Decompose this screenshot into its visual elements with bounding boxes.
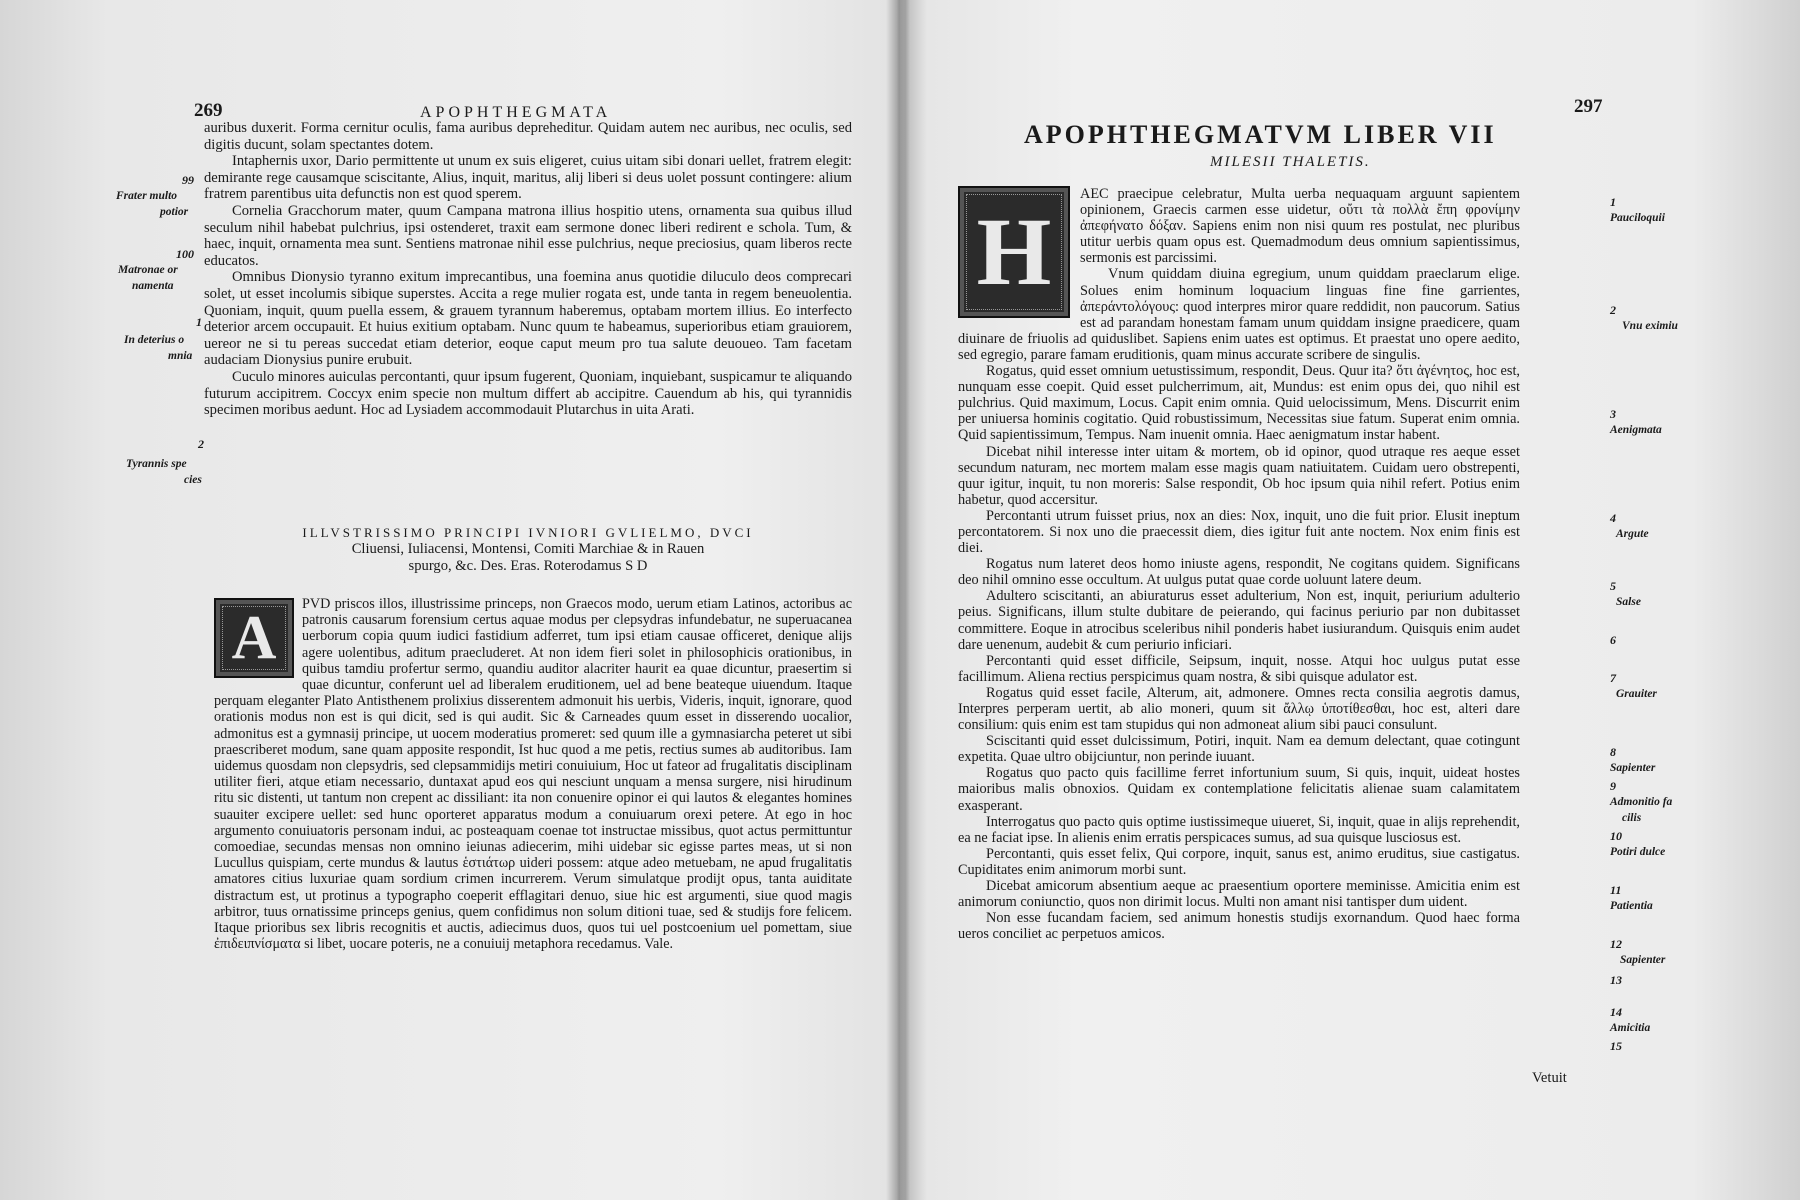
margin-note: Frater multo (116, 190, 178, 202)
margin-number: 1 (1610, 195, 1616, 209)
left-running-head: APOPHTHEGMATA (420, 104, 612, 121)
margin-number: 2 (1610, 303, 1616, 317)
paragraph: Rogatus quid esset facile, Alterum, ait, admonere. Omnes recta consilia aegrotis damus, Interpres perperam uertit, ab alio moneri, quum sit ἄλλῳ ὑποτίθεσθαι, hoc est, alteri dare consilium: quis enim est tam stupidus qui non admoneat alium sibi pauci consulunt. (958, 684, 1520, 734)
margin-note: Potiri dulce (1610, 846, 1666, 858)
left-page (0, 0, 888, 1200)
preface-body: PVD priscos illos, illustrissime princeps, non Graecos modo, uerum etiam Latinos, actoribus ac patronis causarum forensium certus aquae modus per clepsydras infundebatur, ne superuacanea uerborum copia quum iudici fastidium adferret, tum ipsi etiam causae officeret, denique alijs agere uolentibus, aditum praecluderet. At non idem fieri solet in philosophicis orationibus, in quibus tamdiu profertur sermo, quandiu auditor alacriter haurit ea quae dicuntur, praesertim si quae dicuntur, conferunt uel ad liberalem eruditionem, uel ad bene beateque uiuendum. Itaque perquam eleganter Plato Antisthenem prolixius disserentem admonuit his uerbis, Videris, inquit, ignorare, quod orationis modus non est is qui dicit, sed is qui audit. Sic & Carneades quum esset in disserendo uocalior, admonitus est a gymnasij principe, ut uocem moderatius promeret: sed quum ille a gymnasiarcha peteret ut sibi praescriberet modum, sane quam apposite respondit, Ist huc quod a me petis, rectius sumes ab auditoribus. Iam uidemus quosdam non clepsydris, sed clepsammidijs metiri conuiuium, Hoc ut fateor ad frugalitatis disciplinam utiliter fieri, atque etiam necessario, duntaxat apud eos qui nesciunt unquam a mensa surgere, nisi hirudinum ritu sic distenti, ut tantum non crepent ac dissiliant: ita non conuenire opinor ei qui lautos & elegantes homines suauiter excipere uellet: sed hunc oporteret apparatus modum a conuiuarum orexi petere. At ego in hoc argumento conuiuatoris personam indui, ac posteaquam coenae tot instructae missibus, quot actus permittuntur comoediae, secundas mensas non omnino ieiunas adiecerim, mihi uidebar sic egisse partes meas, ut si non Lucullus quispiam, certe mundus & lautus ἑστιάτωρ uideri possem: atque adeo metuebam, ne apud frugalitatis amatores citius luxuriae quam sordium crimen incurrerem. Verum simulatque prodijt opus, tanta auiditate distractum est, ut protinus a typographo coeperit efflagitari denuo, siue hic est argumenti, siue quod magis arbitror, tuus ornatissime princeps genius, quem confidimus non solum ditioni tuae, sed & studijs fore felicem. Itaque prioribus sex libris recognitis et auctis, adiecimus duos, quos tui uel postcoenium uel pomettam, siue ἐπιδειπνίσματα si libet, uocare poteris, ne a conuiuij metaphora recedamus. Vale. (214, 596, 852, 953)
margin-number: 100 (176, 247, 194, 261)
margin-note: cies (184, 474, 202, 486)
margin-note: namenta (132, 280, 174, 292)
margin-number: 7 (1610, 671, 1616, 685)
paragraph: Cornelia Gracchorum mater, quum Campana matrona illius hospitio utens, ornamenta sua quibus illud seculum nihil habebat pulchrius, ipsi ostenderet, traxit eam sermone donec liberi redirent e schola. Tum, & haec, inquit, ornamenta mea sunt. Sentiens matronae nihil esse pulchrius, neque preciosius, quam liberos recte educatos. (204, 202, 852, 269)
margin-number: 11 (1610, 883, 1622, 897)
chapter-title: APOPHTHEGMATVM LIBER VII (1024, 120, 1497, 149)
book-gutter (886, 0, 910, 1200)
paragraph: Cuculo minores auiculas percontanti, quur ipsum fugerent, Quoniam, inquiebant, suspicamur te aliquando futurum accipitrem. Coccyx enim specie non multum differt ab accipitre. Cauendum ab his, qui tyrannidis specimen moribus aedunt. Hoc ad Lysiadem accommodauit Plutarchus in uita Arati. (204, 368, 852, 419)
paragraph: Vnum quiddam diuina egregium, unum quiddam praeclarum elige. Solues enim hominum loquacium linguas fine fine garrientes, ἀπεράντολόγους: quod interpres miror quare reddidit, non paucorum. Satius est ad parandam honestam famam unum quiddam insigne praedicere, quam diuinare de friuolis ad quiduslibet. Sapiens enim uates est optimus. Et praestat uno opere aedito, sed egregio, parare famam eruditionis, quam minus accurate scribere de singulis. (958, 266, 1520, 363)
margin-note: Salse (1616, 596, 1641, 608)
paragraph: Adultero sciscitanti, an abiuraturus esset adulterium, Non est, inquit, periurium adulterio peius. Significans, illum stulte dubitare de peierando, qui facinus periurio par non dubitasset committere. Eoque in atrocibus sceleribus nihil ponderis habet iusiurandum. Quisquis enim audet dare uenenum, audebit & cum periurio inficiari. (958, 588, 1520, 653)
paragraph (958, 186, 1520, 305)
left-apophthegms (204, 120, 852, 419)
dedication-line: spurgo, &c. Des. Eras. Roterodamus S D (408, 558, 648, 574)
margin-note: mnia (168, 350, 193, 362)
right-folio: 297 (1574, 96, 1603, 117)
margin-note: Sapienter (1610, 762, 1656, 774)
margin-number: 13 (1610, 973, 1622, 987)
margin-note: Vnu eximiu (1622, 320, 1678, 332)
paragraph: Sciscitanti quid esset dulcissimum, Potiri, inquit. Nam ea demum delectant, quae cotingunt expetita. Quae ultro obijciuntur, non perinde iuuant. (958, 733, 1520, 766)
margin-number: 2 (198, 437, 204, 451)
margin-number: 15 (1610, 1039, 1622, 1053)
dedication-line: ILLVSTRISSIMO PRINCIPI IVNIORI GVLIELMO, DVCI (302, 525, 754, 540)
margin-note: In deterius o (124, 334, 185, 346)
margin-number: 8 (1610, 745, 1616, 759)
decorated-initial: H (958, 186, 1070, 318)
dedication-heading (204, 524, 852, 575)
catchword: Vetuit (1532, 1070, 1567, 1086)
paragraph: Rogatus num lateret deos homo iniuste agens, respondit, Ne cogitans quidem. Significans deo nihil omnino esse occultum. At uulgus putat quae corde uoluunt latere deum. (958, 556, 1520, 589)
thales-apophthegms (958, 186, 1520, 942)
margin-note: potior (160, 206, 189, 218)
margin-note: Tyrannis spe (126, 458, 187, 470)
paragraph: Rogatus quo pacto quis facillime ferret infortunium suum, Si quis, inquit, uideat hostes maioribus malis obnoxios. Quidam ex contemplatione felicitatis alienae suam calamitatem exasperant. (958, 765, 1520, 814)
right-page (910, 0, 1800, 1200)
margin-number: 9 (1610, 779, 1616, 793)
margin-note: Argute (1616, 528, 1649, 540)
preface-text (214, 596, 852, 952)
margin-number: 6 (1610, 633, 1616, 647)
paragraph: Dicebat amicorum absentium aeque ac praesentium oportere meminisse. Amicitia enim est animorum coniunctio, quos non dirimit locus. Multi non amant nisi tantisper dum uident. (958, 878, 1520, 911)
paragraph: Dicebat nihil interesse inter uitam & mortem, ob id opinor, quod utraque res aeque esset secundum naturam, nec mortem malam esse magis quam natiuitatem. Cuidam uero obstrepenti, quur igitur, inquit, tu non moreris: Salse respondit, Ob hoc ipsum quia nihil refert. Potius enim habetur, quod accersitur. (958, 443, 1520, 508)
dedication-line: Cliuensi, Iuliacensi, Montensi, Comiti Marchiae & in Rauen (351, 541, 705, 557)
margin-number: 1 (196, 315, 202, 329)
margin-note: Amicitia (1610, 1022, 1651, 1034)
margin-number: 3 (1610, 407, 1616, 421)
paragraph: Percontanti, quis esset felix, Qui corpore, inquit, sanus est, animo eruditus, siue castigatus. Cupiditates enim animorum morbi sunt. (958, 845, 1520, 878)
margin-number: 14 (1610, 1005, 1622, 1019)
margin-number: 12 (1610, 937, 1622, 951)
paragraph: Intaphernis uxor, Dario permittente ut unum ex suis eligeret, cuius uitam sibi donari uellet, fratrem elegit: demirante rege causamque sciscitante, Alius, inquit, maritus, alij liberi si deus uolet possunt contingere: alium fratrem parentibus uita defunctis non est quod sperem. (204, 153, 852, 203)
margin-note: Admonitio fa (1610, 796, 1673, 808)
decorated-initial: A (214, 598, 294, 678)
first-paragraph-text: AEC praecipue celebratur, Multa uerba nequaquam arguunt sapientem opinionem, Graecis carmen esse uidetur, οὔτι τὰ πολλὰ ἔπη φρονίμην ἀπεφήνατο δόξαν. Sapiens enim non nisi quum res postulat, nec pluribus utitur uerbis quam opus est. Quemadmodum deus omnium sapientissimus, sermonis est parcissimi. (1080, 186, 1520, 267)
margin-note: Patientia (1610, 900, 1653, 912)
margin-number: 99 (182, 173, 194, 187)
margin-note: Aenigmata (1610, 424, 1662, 436)
margin-note: Sapienter (1620, 954, 1666, 966)
margin-number: 10 (1610, 829, 1622, 843)
margin-note: Matronae or (118, 264, 178, 276)
paragraph: Rogatus, quid esset omnium uetustissimum, respondit, Deus. Quur ita? ὅτι ἀγένητος, hoc est, nunquam esse coepit. Quid esset pulcherrimum, ait, Mundus: est enim opus dei, quo nihil est pulchrius. Quid maximum, Locus. Capit enim omnia. Quid uelocissimum, Mens. Discurrit enim per uniuersa hominis cogitatio. Quid robustissimum, Necessitas siue fatum. Superat enim omnia. Quid sapientissimum, Tempus. Nam inuenit omnia. Haec aenigmatum instar habent. (958, 363, 1520, 444)
left-folio: 269 (194, 100, 223, 121)
margin-note: cilis (1622, 812, 1642, 824)
margin-note: Pauciloquii (1610, 212, 1665, 224)
margin-number: 4 (1610, 511, 1616, 525)
margin-number: 5 (1610, 579, 1616, 593)
paragraph: auribus duxerit. Forma cernitur oculis, fama auribus depreheditur. Quidam autem nec auribus, nec oculis, sed digitis ducunt, solam spectantes dotem. (204, 120, 852, 153)
paragraph: Percontanti quid esset difficile, Seipsum, inquit, nosse. Atqui hoc uulgus putat esse facillimum. Aliena rectius perspicimus quam nostra, & sibi quisque adulator est. (958, 652, 1520, 685)
paragraph: Non esse fucandam faciem, sed animum honestis studijs exornandum. Quod haec forma ueros conciliet ac perpetuos amicos. (958, 910, 1520, 943)
paragraph: Interrogatus quo pacto quis optime iustissimeque uiueret, Si, inquit, quae in alijs reprehendit, ea ne faciat ipse. In alienis enim erratis perspicaces sumus, ad sua quisque lusciosus est. (958, 813, 1520, 846)
margin-note: Grauiter (1616, 688, 1657, 700)
paragraph: Percontanti utrum fuisset prius, nox an dies: Nox, inquit, uno die fuit prior. Elusit ineptum percontatorem. Si nox uno die praecessit diem, dies igitur fuit ante noctem. Nox enim finis est diei. (958, 507, 1520, 557)
chapter-subtitle: MILESII THALETIS. (1210, 154, 1371, 170)
paragraph: Omnibus Dionysio tyranno exitum imprecantibus, una foemina anus quotidie diluculo deos comprecari solet, ut esset incolumis sibique superstes. Accita a rege mulier rogata est, unde tanta in regem beneuolentia. Quoniam, inquit, quum puella essem, & grauem tyrannum haberemus, optabam mortem illius. Eo interfecto deterior arcem occupauit. Et huius exitium optabam. Nunc quum te habeamus, superioribus etiam grauiorem, uereor ne si tu pereas succedat etiam deterior, eoque caput meum pro tua salute deuoueo. Tam facetam audaciam Dionysius punire erubuit. (204, 269, 852, 369)
